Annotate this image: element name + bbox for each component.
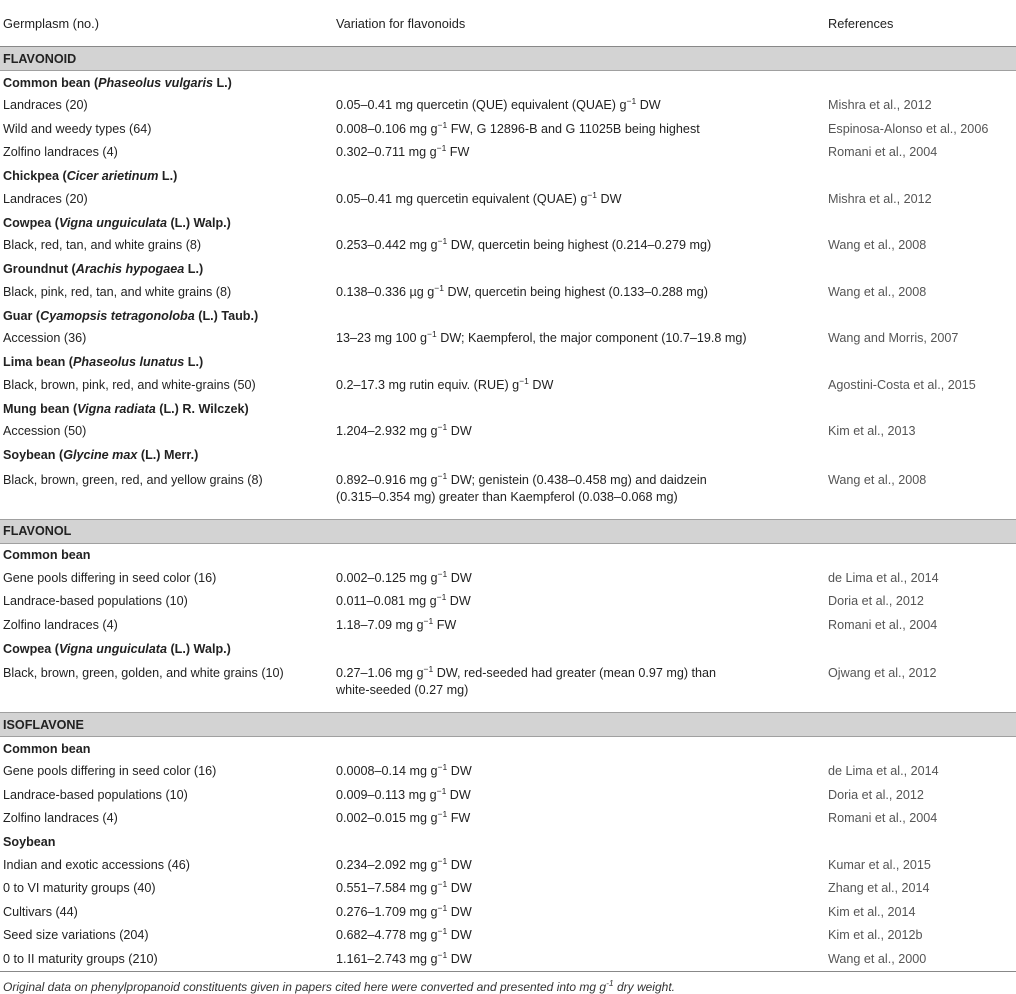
germplasm-cell: Black, brown, pink, red, and white-grains (50) bbox=[3, 377, 256, 392]
variation-exponent: −1 bbox=[436, 785, 447, 796]
species-common-name: Common bean bbox=[3, 548, 91, 562]
variation-text-end: DW, quercetin being highest (0.133–0.288 mg) bbox=[444, 284, 708, 299]
variation-cell bbox=[333, 924, 825, 948]
variation-cell bbox=[333, 234, 825, 258]
variation-exponent: −1 bbox=[436, 143, 447, 154]
germplasm-cell: Black, pink, red, tan, and white grains (8) bbox=[3, 284, 232, 299]
table-body bbox=[0, 47, 1016, 972]
variation-text-end: DW, red-seeded had greater (mean 0.97 mg) than bbox=[433, 666, 717, 680]
species-label bbox=[0, 831, 1016, 854]
variation-text: 0.138–0.336 µg g bbox=[336, 284, 435, 299]
species-latin-name: Cyamopsis tetragonoloba bbox=[40, 308, 195, 323]
variation-text: 0.253–0.442 mg g bbox=[336, 238, 438, 253]
variation-exponent: −1 bbox=[437, 470, 448, 481]
footnote-sup: -1 bbox=[606, 978, 614, 988]
reference-cell: Kumar et al., 2015 bbox=[828, 857, 931, 872]
variation-text: 0.05–0.41 mg quercetin equivalent (QUAE) g bbox=[336, 191, 588, 206]
variation-text-end: DW; genistein (0.438–0.458 mg) and daidzein bbox=[447, 472, 707, 487]
table-row bbox=[0, 188, 1016, 212]
reference-cell: Wang et al., 2008 bbox=[828, 238, 927, 253]
reference-cell: Ojwang et al., 2012 bbox=[828, 666, 937, 680]
table-row bbox=[0, 660, 1016, 713]
reference-cell: Wang et al., 2008 bbox=[828, 284, 927, 299]
reference-cell: Wang et al., 2000 bbox=[825, 948, 1016, 972]
germplasm-cell: Landrace-based populations (10) bbox=[3, 594, 188, 609]
variation-text-end: DW bbox=[447, 764, 472, 779]
variation-cell bbox=[333, 467, 825, 520]
variation-cell bbox=[333, 141, 825, 165]
species-label bbox=[0, 397, 1016, 420]
species-label bbox=[0, 71, 1016, 95]
variation-text-end: FW bbox=[446, 145, 470, 160]
germplasm-cell: Zolfino landraces (4) bbox=[3, 811, 118, 826]
species-label bbox=[0, 737, 1016, 761]
variation-text: 0.302–0.711 mg g bbox=[336, 145, 437, 160]
germplasm-cell: Black, brown, green, golden, and white grains (10) bbox=[3, 666, 284, 680]
reference-cell: de Lima et al., 2014 bbox=[828, 764, 939, 779]
variation-text: 0.0008–0.14 mg g bbox=[336, 764, 438, 779]
variation-text-end: DW bbox=[447, 570, 472, 585]
species-latin-name: Phaseolus vulgaris bbox=[98, 75, 213, 90]
table-row bbox=[0, 807, 1016, 831]
variation-text-end: DW; Kaempferol, the major component (10.7–19.8 mg) bbox=[436, 331, 747, 346]
reference-cell: Doria et al., 2012 bbox=[828, 594, 924, 609]
species-row bbox=[0, 351, 1016, 374]
species-common-name: Soybean bbox=[3, 835, 56, 849]
species-row bbox=[0, 637, 1016, 660]
variation-text-end: FW bbox=[433, 617, 457, 632]
variation-text-line2: (0.315–0.354 mg) greater than Kaempferol (0.038–0.068 mg) bbox=[336, 489, 678, 504]
reference-cell: Kim et al., 2014 bbox=[828, 904, 916, 919]
species-label bbox=[0, 304, 1016, 327]
variation-text: 0.892–0.916 mg g bbox=[336, 472, 438, 487]
germplasm-cell: 0 to II maturity groups (210) bbox=[0, 948, 333, 972]
variation-exponent: −1 bbox=[437, 949, 448, 960]
variation-cell bbox=[333, 854, 825, 878]
species-common-name: Groundnut ( bbox=[3, 262, 76, 276]
species-common-name: Cowpea ( bbox=[3, 641, 59, 656]
header-references: References bbox=[825, 0, 1016, 47]
germplasm-cell: Accession (36) bbox=[3, 331, 87, 346]
germplasm-cell: Landrace-based populations (10) bbox=[3, 787, 188, 802]
species-label bbox=[0, 351, 1016, 374]
species-latin-name: Glycine max bbox=[63, 448, 138, 462]
variation-cell bbox=[333, 948, 825, 972]
table-row bbox=[0, 420, 1016, 444]
species-row bbox=[0, 211, 1016, 234]
table-row bbox=[0, 877, 1016, 901]
species-label bbox=[0, 637, 1016, 660]
variation-text-end: DW bbox=[636, 98, 661, 113]
table-row bbox=[0, 374, 1016, 398]
variation-cell bbox=[333, 374, 825, 398]
species-label bbox=[0, 258, 1016, 281]
variation-text: 0.682–4.778 mg g bbox=[336, 928, 438, 943]
species-label bbox=[0, 211, 1016, 234]
section-row bbox=[0, 519, 1016, 543]
germplasm-cell: 0 to VI maturity groups (40) bbox=[3, 881, 156, 896]
reference-cell: Espinosa-Alonso et al., 2006 bbox=[828, 121, 989, 136]
variation-text: 0.276–1.709 mg g bbox=[336, 904, 438, 919]
species-row bbox=[0, 831, 1016, 854]
species-latin-name: Vigna radiata bbox=[77, 401, 156, 416]
variation-cell bbox=[333, 877, 825, 901]
variation-text-end: DW bbox=[528, 377, 554, 392]
species-common-name: Guar ( bbox=[3, 308, 41, 323]
species-authority: (L.) Walp.) bbox=[166, 641, 231, 656]
variation-text-end: DW bbox=[446, 787, 471, 802]
germplasm-cell: Zolfino landraces (4) bbox=[3, 617, 118, 632]
variation-text: 13–23 mg 100 g bbox=[336, 331, 428, 346]
variation-text-end: DW bbox=[447, 951, 472, 966]
species-authority: (L.) Merr.) bbox=[137, 448, 199, 462]
species-common-name: Chickpea ( bbox=[3, 169, 67, 183]
species-authority: (L.) R. Wilczek) bbox=[155, 401, 249, 416]
species-common-name: Common bean ( bbox=[3, 75, 99, 90]
species-authority: L.) bbox=[184, 262, 204, 276]
table-row bbox=[0, 784, 1016, 808]
variation-exponent: −1 bbox=[427, 329, 437, 340]
species-authority: (L.) Taub.) bbox=[194, 308, 259, 323]
species-authority: (L.) Walp.) bbox=[166, 215, 231, 230]
species-common-name: Cowpea ( bbox=[3, 215, 59, 230]
species-authority: L.) bbox=[184, 355, 204, 369]
germplasm-cell: Zolfino landraces (4) bbox=[3, 145, 118, 160]
reference-cell: Romani et al., 2004 bbox=[828, 811, 938, 826]
germplasm-cell: Seed size variations (204) bbox=[3, 928, 149, 943]
variation-text: 0.551–7.584 mg g bbox=[336, 881, 438, 896]
variation-text-end: FW bbox=[447, 811, 471, 826]
variation-exponent: −1 bbox=[437, 119, 448, 130]
table-row bbox=[0, 141, 1016, 165]
species-latin-name: Phaseolus lunatus bbox=[72, 355, 185, 369]
species-row bbox=[0, 444, 1016, 467]
variation-cell bbox=[333, 590, 825, 614]
variation-text: 0.002–0.015 mg g bbox=[336, 811, 438, 826]
variation-exponent: −1 bbox=[626, 96, 637, 107]
variation-exponent: −1 bbox=[437, 809, 448, 820]
variation-exponent: −1 bbox=[436, 592, 447, 603]
section-title: ISOFLAVONE bbox=[0, 713, 1016, 737]
variation-cell bbox=[333, 614, 825, 638]
variation-text-end: FW, G 12896-B and G 11025B being highest bbox=[447, 121, 700, 136]
germplasm-cell: Landraces (20) bbox=[3, 191, 88, 206]
table-row bbox=[0, 854, 1016, 878]
species-row bbox=[0, 71, 1016, 95]
species-common-name: Common bean bbox=[3, 741, 91, 756]
species-latin-name: Vigna unguiculata bbox=[58, 641, 167, 656]
species-label bbox=[0, 444, 1016, 467]
table-row bbox=[0, 327, 1016, 351]
reference-cell: Kim et al., 2013 bbox=[828, 424, 916, 439]
variation-cell bbox=[333, 327, 825, 351]
variation-exponent: −1 bbox=[437, 902, 448, 913]
germplasm-cell: Black, brown, green, red, and yellow grains (8) bbox=[3, 472, 263, 487]
variation-text: 0.05–0.41 mg quercetin (QUE) equivalent (QUAE) g bbox=[336, 98, 627, 113]
reference-cell: Mishra et al., 2012 bbox=[828, 191, 932, 206]
species-row bbox=[0, 397, 1016, 420]
section-row bbox=[0, 47, 1016, 71]
section-title: FLAVONOL bbox=[0, 519, 1016, 543]
variation-cell bbox=[333, 188, 825, 212]
species-row bbox=[0, 258, 1016, 281]
variation-text-end: DW bbox=[597, 191, 622, 206]
section-title: FLAVONOID bbox=[0, 47, 1016, 71]
germplasm-cell: Gene pools differing in seed color (16) bbox=[3, 764, 217, 779]
species-latin-name: Cicer arietinum bbox=[66, 169, 159, 183]
table-row bbox=[0, 281, 1016, 305]
reference-cell: Zhang et al., 2014 bbox=[828, 881, 930, 896]
table-row bbox=[0, 614, 1016, 638]
variation-text: 0.2–17.3 mg rutin equiv. (RUE) g bbox=[336, 377, 520, 392]
table-row bbox=[0, 234, 1016, 258]
variation-text: 0.27–1.06 mg g bbox=[336, 666, 424, 680]
germplasm-cell: Wild and weedy types (64) bbox=[3, 121, 152, 136]
table-row bbox=[0, 590, 1016, 614]
variation-cell bbox=[333, 118, 825, 142]
variation-cell bbox=[333, 567, 825, 591]
species-latin-name: Arachis hypogaea bbox=[75, 262, 185, 276]
table-row bbox=[0, 118, 1016, 142]
section-row bbox=[0, 713, 1016, 737]
species-row bbox=[0, 165, 1016, 188]
variation-text-end: DW bbox=[447, 904, 472, 919]
species-row bbox=[0, 304, 1016, 327]
table-row bbox=[0, 924, 1016, 948]
variation-text: 0.234–2.092 mg g bbox=[336, 857, 438, 872]
variation-exponent: −1 bbox=[437, 236, 448, 247]
reference-cell: Romani et al., 2004 bbox=[828, 145, 938, 160]
germplasm-cell: Accession (50) bbox=[3, 424, 87, 439]
variation-exponent: −1 bbox=[519, 375, 529, 386]
variation-exponent: −1 bbox=[423, 615, 434, 626]
variation-text: 0.002–0.125 mg g bbox=[336, 570, 438, 585]
variation-exponent: −1 bbox=[437, 568, 448, 579]
reference-cell: Wang et al., 2008 bbox=[828, 472, 927, 487]
variation-exponent: −1 bbox=[437, 926, 448, 937]
germplasm-cell: Landraces (20) bbox=[3, 98, 88, 113]
species-common-name: Mung bean ( bbox=[3, 401, 78, 416]
header-variation: Variation for flavonoids bbox=[333, 0, 825, 47]
variation-exponent: −1 bbox=[437, 855, 448, 866]
table-row bbox=[0, 948, 1016, 972]
variation-exponent: −1 bbox=[587, 189, 598, 200]
variation-cell bbox=[333, 420, 825, 444]
species-authority: L.) bbox=[212, 75, 232, 90]
variation-text: 0.009–0.113 mg g bbox=[336, 787, 437, 802]
variation-cell bbox=[333, 784, 825, 808]
variation-text: 1.161–2.743 mg g bbox=[336, 951, 438, 966]
variation-exponent: −1 bbox=[437, 422, 448, 433]
germplasm-cell: Indian and exotic accessions (46) bbox=[3, 857, 190, 872]
variation-cell bbox=[333, 901, 825, 925]
footnote-text: Original data on phenylpropanoid constituents given in papers cited here were converted and presented into mg g bbox=[3, 980, 607, 994]
variation-text: 0.011–0.081 mg g bbox=[336, 594, 437, 609]
species-latin-name: Vigna unguiculata bbox=[58, 215, 167, 230]
table-row bbox=[0, 567, 1016, 591]
variation-exponent: −1 bbox=[423, 663, 434, 674]
footnote bbox=[0, 972, 1016, 994]
species-row bbox=[0, 543, 1016, 567]
species-authority: L.) bbox=[158, 169, 178, 183]
variation-cell bbox=[333, 281, 825, 305]
variation-text-end: DW bbox=[446, 594, 471, 609]
variation-text: 1.18–7.09 mg g bbox=[336, 617, 424, 632]
header-germplasm: Germplasm (no.) bbox=[0, 0, 333, 47]
reference-cell: Kim et al., 2012b bbox=[828, 928, 923, 943]
table-row bbox=[0, 760, 1016, 784]
table-row bbox=[0, 467, 1016, 520]
reference-cell: Romani et al., 2004 bbox=[828, 617, 938, 632]
variation-text-end: DW bbox=[447, 424, 472, 439]
reference-cell: de Lima et al., 2014 bbox=[828, 570, 939, 585]
species-label bbox=[0, 543, 1016, 567]
footnote-text-end: dry weight. bbox=[613, 980, 675, 994]
reference-cell: Mishra et al., 2012 bbox=[828, 98, 932, 113]
reference-cell: Wang and Morris, 2007 bbox=[828, 331, 959, 346]
reference-cell: Agostini-Costa et al., 2015 bbox=[828, 377, 976, 392]
species-common-name: Lima bean ( bbox=[3, 355, 73, 369]
variation-text-end: DW bbox=[447, 857, 472, 872]
variation-exponent: −1 bbox=[437, 762, 448, 773]
table-row bbox=[0, 94, 1016, 118]
species-common-name: Soybean ( bbox=[3, 448, 64, 462]
variation-cell bbox=[333, 760, 825, 784]
germplasm-cell: Black, red, tan, and white grains (8) bbox=[3, 238, 202, 253]
variation-text-end: DW, quercetin being highest (0.214–0.279 mg) bbox=[447, 238, 712, 253]
species-label bbox=[0, 165, 1016, 188]
variation-cell bbox=[333, 807, 825, 831]
variation-exponent: −1 bbox=[437, 879, 448, 890]
variation-exponent: −1 bbox=[434, 282, 444, 293]
species-row bbox=[0, 737, 1016, 761]
reference-cell: Doria et al., 2012 bbox=[828, 787, 924, 802]
header-row bbox=[0, 0, 1016, 47]
variation-text-end: DW bbox=[447, 928, 472, 943]
variation-text: 0.008–0.106 mg g bbox=[336, 121, 438, 136]
germplasm-cell: Gene pools differing in seed color (16) bbox=[3, 570, 217, 585]
germplasm-cell: Cultivars (44) bbox=[3, 904, 78, 919]
variation-text: 1.204–2.932 mg g bbox=[336, 424, 438, 439]
variation-text-line2: white-seeded (0.27 mg) bbox=[336, 683, 469, 697]
variation-text-end: DW bbox=[447, 881, 472, 896]
variation-cell bbox=[333, 94, 825, 118]
variation-cell bbox=[333, 660, 825, 713]
table-row bbox=[0, 901, 1016, 925]
